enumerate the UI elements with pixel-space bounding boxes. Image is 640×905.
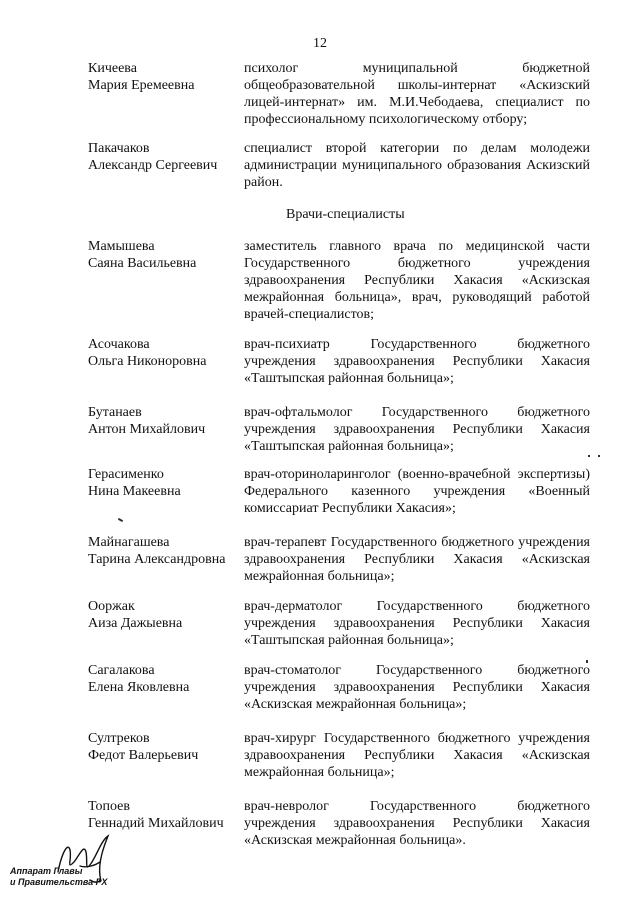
- position-line: врач-психиатр Государственного бюджетного: [244, 337, 590, 352]
- member-surname: Асочакова: [88, 337, 150, 352]
- position-line: «Аскизская межрайонная больница».: [244, 833, 466, 848]
- position-line: здравоохранения Республики Хакасия «Аскизская: [244, 273, 590, 288]
- position-line: учреждения здравоохранения Республики Хакасия: [244, 354, 590, 369]
- member-given-names: Тарина Александровна: [88, 552, 226, 567]
- member-surname: Ооржак: [88, 599, 135, 614]
- position-line: учреждения здравоохранения Республики Хакасия: [244, 422, 590, 437]
- position-line: специалист второй категории по делам молодежи: [244, 141, 590, 156]
- member-surname: Султреков: [88, 731, 150, 746]
- member-name: [88, 798, 238, 832]
- position-line: межрайонная больница»;: [244, 569, 395, 584]
- member-name: [88, 60, 238, 94]
- member-position: [244, 598, 590, 649]
- position-line: район.: [244, 175, 283, 190]
- member-name: [88, 730, 238, 764]
- position-line: учреждения здравоохранения Республики Хакасия: [244, 680, 590, 695]
- member-given-names: Антон Михайлович: [88, 422, 206, 437]
- position-line: врач-оториноларинголог (военно-врачебной экспертизы): [244, 467, 590, 482]
- member-position: [244, 534, 590, 585]
- member-position: [244, 466, 590, 517]
- stamp-line-1: Аппарат Главы: [10, 866, 83, 876]
- member-given-names: Саяна Васильевна: [88, 256, 197, 271]
- position-line: врач-невролог Государственного бюджетного: [244, 799, 590, 814]
- member-name: [88, 140, 238, 174]
- scan-mark: [118, 518, 123, 522]
- position-line: учреждения здравоохранения Республики Хакасия: [244, 816, 590, 831]
- member-surname: Герасименко: [88, 467, 164, 482]
- position-line: Государственного бюджетного учреждения: [244, 256, 590, 271]
- position-line: врач-офтальмолог Государственного бюджетного: [244, 405, 590, 420]
- member-position: [244, 662, 590, 713]
- member-surname: Сагалакова: [88, 663, 155, 678]
- member-surname: Пакачаков: [88, 141, 150, 156]
- member-name: [88, 238, 238, 272]
- position-line: здравоохранения Республики Хакасия «Аскизская: [244, 552, 590, 567]
- member-given-names: Аиза Дажыевна: [88, 616, 183, 631]
- section-heading: Врачи-специалисты: [286, 207, 405, 222]
- scan-mark: [588, 455, 590, 457]
- position-line: врач-хирург Государственного бюджетного учреждения: [244, 731, 590, 746]
- position-line: межрайонная больница», врач, руководящий работой: [244, 290, 590, 305]
- member-given-names: Геннадий Михайлович: [88, 816, 224, 831]
- position-line: здравоохранения Республики Хакасия «Аскизская: [244, 748, 590, 763]
- member-surname: Кичеева: [88, 61, 137, 76]
- position-line: «Таштыпская районная больница»;: [244, 633, 454, 648]
- position-line: «Таштыпская районная больница»;: [244, 439, 454, 454]
- position-line: межрайонная больница»;: [244, 765, 395, 780]
- position-line: лицей-интернат» им. М.И.Чебодаева, специалист по: [244, 95, 590, 110]
- member-position: [244, 60, 590, 128]
- position-line: врач-стоматолог Государственного бюджетного: [244, 663, 590, 678]
- position-line: учреждения здравоохранения Республики Хакасия: [244, 616, 590, 631]
- member-given-names: Ольга Никоноровна: [88, 354, 207, 369]
- member-name: [88, 466, 238, 500]
- member-name: [88, 534, 238, 568]
- position-line: заместитель главного врача по медицинской части: [244, 239, 590, 254]
- member-position: [244, 140, 590, 191]
- position-line: администрации муниципального образования Аскизский: [244, 158, 590, 173]
- member-name: [88, 662, 238, 696]
- member-given-names: Александр Сергеевич: [88, 158, 218, 173]
- position-line: «Аскизская межрайонная больница»;: [244, 697, 467, 712]
- stamp-line-2: и Правительства РХ: [10, 877, 108, 887]
- office-stamp: [10, 840, 110, 900]
- member-given-names: Мария Еремеевна: [88, 78, 195, 93]
- position-line: врачей-специалистов;: [244, 307, 375, 322]
- member-position: [244, 238, 590, 323]
- scan-mark: [586, 660, 588, 663]
- member-name: [88, 598, 238, 632]
- position-line: врач-терапевт Государственного бюджетного учреждения: [244, 535, 590, 550]
- position-line: комиссариат Республики Хакасия»;: [244, 501, 456, 516]
- member-surname: Бутанаев: [88, 405, 142, 420]
- member-name: [88, 404, 238, 438]
- member-position: [244, 730, 590, 781]
- member-position: [244, 404, 590, 455]
- member-surname: Мамышева: [88, 239, 155, 254]
- position-line: общеобразовательной школы-интернат «Аскизский: [244, 78, 590, 93]
- member-position: [244, 798, 590, 849]
- position-line: профессиональному психологическому отбору;: [244, 112, 528, 127]
- page-number: 12: [313, 36, 327, 51]
- member-name: [88, 336, 238, 370]
- position-line: «Таштыпская районная больница»;: [244, 371, 454, 386]
- member-given-names: Елена Яковлевна: [88, 680, 190, 695]
- position-line: Федерального казенного учреждения «Военный: [244, 484, 590, 499]
- member-given-names: Федот Валерьевич: [88, 748, 199, 763]
- member-given-names: Нина Макеевна: [88, 484, 181, 499]
- member-surname: Топоев: [88, 799, 130, 814]
- position-line: психолог муниципальной бюджетной: [244, 61, 590, 76]
- signature-icon: [40, 832, 120, 892]
- position-line: врач-дерматолог Государственного бюджетного: [244, 599, 590, 614]
- member-surname: Майнагашева: [88, 535, 170, 550]
- member-position: [244, 336, 590, 387]
- scan-mark: [598, 455, 600, 457]
